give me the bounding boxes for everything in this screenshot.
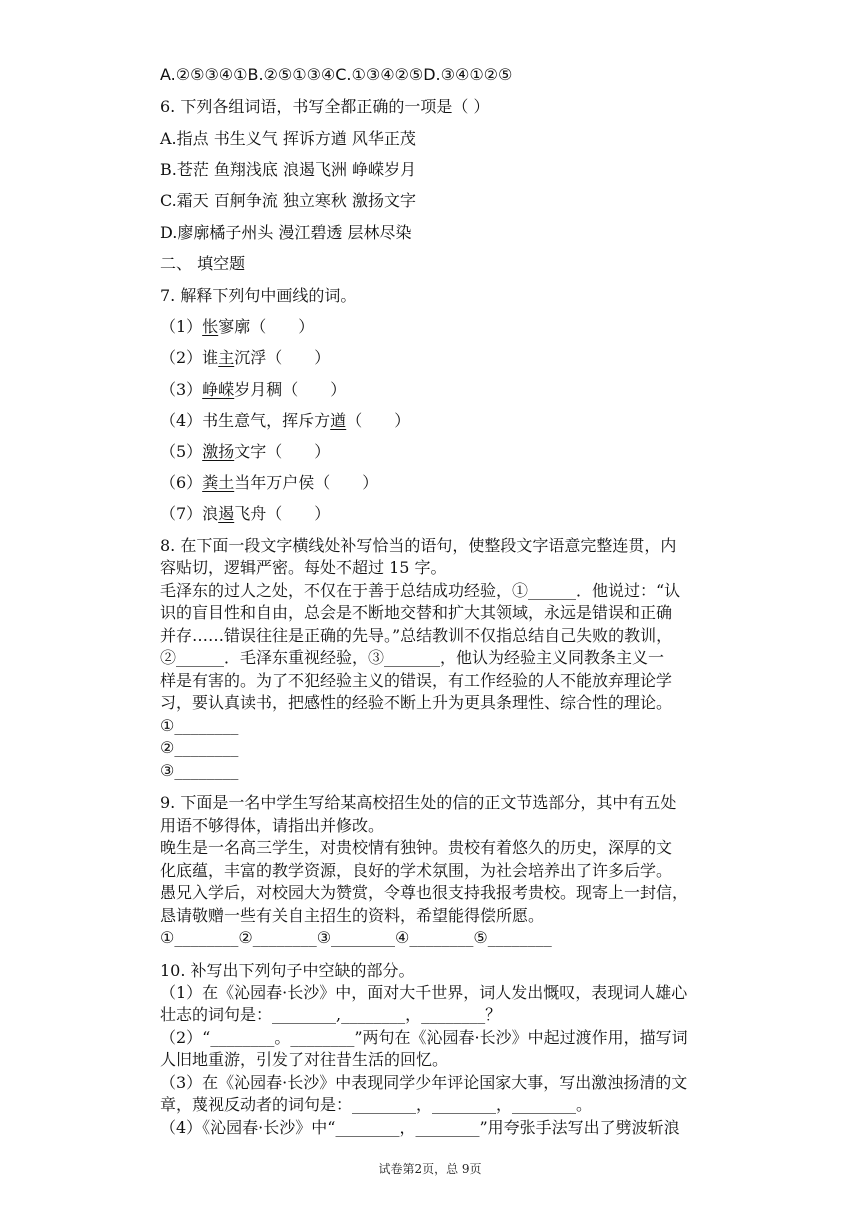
q9-line: 晚生是一名高三学生，对贵校情有独钟。贵校有着悠久的历史，深厚的文 — [160, 838, 673, 857]
q8-line: 习，要认真读书，把感性的经验不断上升为更具条理性、综合性的理论。 — [160, 693, 673, 712]
q8-answer-blank[interactable]: ①________ — [160, 716, 239, 735]
q9-line: 愚兄入学后，对校园大为赞赏，令尊也很支持我报考贵校。现寄上一封信， — [160, 883, 689, 902]
q6-option-b: B.苍茫 鱼翔浅底 浪遏飞洲 峥嵘岁月 — [160, 160, 417, 179]
q10-line: （2）“________。________”两句在《沁园春·长沙》中起过渡作用，描写词 — [160, 1028, 688, 1047]
q8-line: 识的盲目性和自由，总会是不断地交替和扩大其领域，永远是错误和正确 — [160, 603, 673, 622]
q9-line: 恳请敬赠一些有关自主招生的资料，希望能得偿所愿。 — [160, 906, 545, 925]
q7-item: （4）书生意气，挥斥方遒（ ） — [160, 411, 411, 430]
q10-line: （4）《沁园春·长沙》中“________，________”用夸张手法写出了劈波斩浪 — [160, 1118, 680, 1137]
q8-line: 并存……错误往往是正确的先导。”总结教训不仅指总结自己失败的教训， — [160, 626, 673, 645]
q8-line: 8. 在下面一段文字横线处补写恰当的语句，使整段文字语意完整连贯，内 — [160, 536, 677, 555]
q10-line: 章，蔑视反动者的词句是：________，________，________。 — [160, 1095, 593, 1114]
page-footer: 试卷第2页，总 9页 — [378, 1162, 482, 1176]
q7-stem: 7. 解释下列句中画线的词。 — [160, 286, 357, 305]
underlined-word: 怅 — [202, 317, 219, 336]
q6-option-a: A.指点 书生义气 挥诉方遒 风华正茂 — [160, 129, 416, 148]
q7-item: （7）浪遏飞舟（ ） — [160, 504, 331, 523]
underlined-word: 遒 — [330, 411, 347, 430]
q8-line: 毛泽东的过人之处，不仅在于善于总结成功经验，①______．他说过：“认 — [160, 581, 681, 600]
q7-item: （5）激扬文字（ ） — [160, 442, 331, 461]
q8-line: 容贴切，逻辑严密。每处不超过 15 字。 — [160, 558, 447, 577]
q10-line: 人旧地重游，引发了对往昔生活的回忆。 — [160, 1050, 449, 1069]
underlined-word: 主 — [218, 348, 235, 367]
q8-line: 样是有害的。为了不犯经验主义的错误，有工作经验的人不能放弃理论学 — [160, 671, 673, 690]
q6-option-c: C.霜天 百舸争流 独立寒秋 激扬文字 — [160, 191, 417, 210]
underlined-word: 粪土 — [202, 473, 235, 492]
q8-answer-blank[interactable]: ③________ — [160, 761, 239, 780]
q10-line: 壮志的词句是：________,________，________？ — [160, 1005, 502, 1024]
q10-line: 10. 补写出下列句子中空缺的部分。 — [160, 961, 415, 980]
underlined-word: 峥嵘 — [202, 380, 235, 399]
section-title: 二、 填空题 — [160, 254, 246, 273]
q8-answer-blank[interactable]: ②________ — [160, 738, 239, 757]
q6-option-d: D.廖廓橘子州头 漫江碧透 层林尽染 — [160, 223, 412, 242]
q9-line: 用语不够得体，请指出并修改。 — [160, 816, 385, 835]
q9-line: 9. 下面是一名中学生写给某高校招生处的信的正文节选部分，其中有五处 — [160, 793, 677, 812]
q8-line: ②______．毛泽东重视经验，③_______，他认为经验主义同教条主义一 — [160, 648, 665, 667]
q9-line: 化底蕴，丰富的教学资源，良好的学术氛围，为社会培养出了许多后学。 — [160, 861, 673, 880]
q7-item: （6）粪土当年万户侯（ ） — [160, 473, 379, 492]
q6-stem: 6. 下列各组词语，书写全都正确的一项是（ ） — [160, 97, 490, 116]
q7-item: （1）怅寥廓（ ） — [160, 317, 315, 336]
q7-item: （2）谁主沉浮（ ） — [160, 348, 331, 367]
q7-item: （3）峥嵘岁月稠（ ） — [160, 380, 347, 399]
underlined-word: 激扬 — [202, 442, 235, 461]
q10-line: （3）在《沁园春·长沙》中表现同学少年评论国家大事，写出激浊扬清的文 — [160, 1073, 688, 1092]
underlined-word: 遏 — [218, 504, 235, 523]
q9-answer-blanks[interactable]: ①________②________③________④________⑤________ — [160, 928, 552, 947]
q5-options: A.②⑤③④①B.②⑤①③④C.①③④②⑤D.③④①②⑤ — [160, 65, 513, 84]
q10-line: （1）在《沁园春·长沙》中，面对大千世界，词人发出慨叹，表现词人雄心 — [160, 983, 688, 1002]
